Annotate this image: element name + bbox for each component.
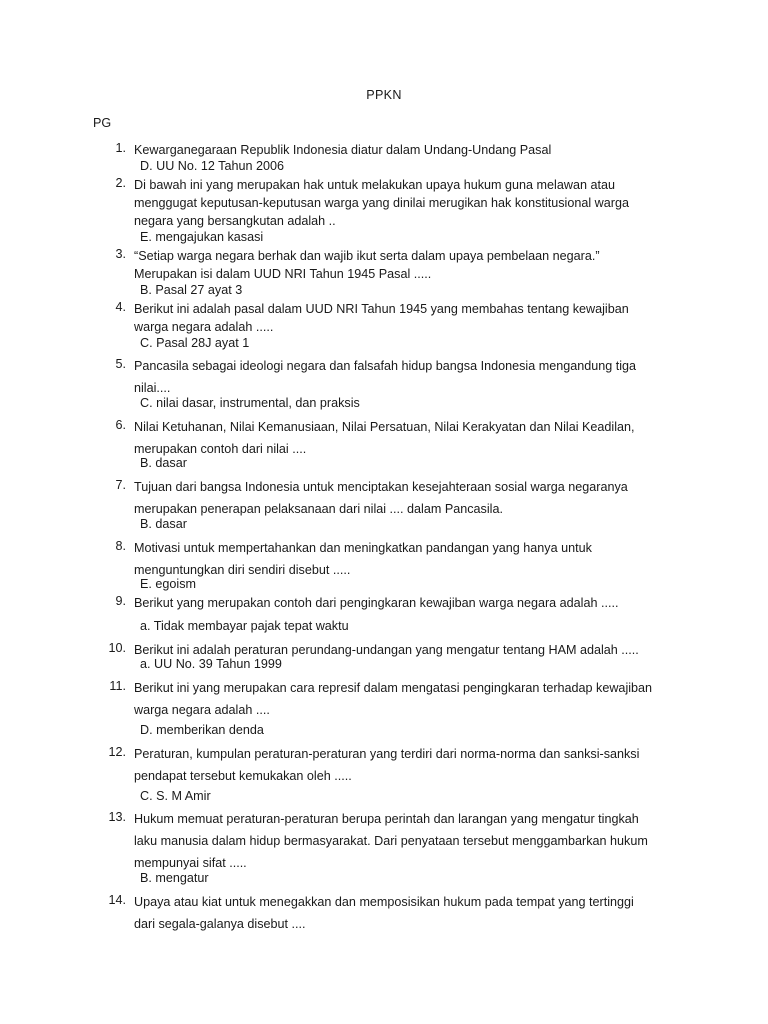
- answer-text: D. UU No. 12 Tahun 2006: [140, 159, 284, 173]
- answer-text: C. S. M Amir: [140, 789, 211, 803]
- question-text: Hukum memuat peraturan-peraturan berupa perintah dan larangan yang mengatur tingkah laku manusia dalam hidup bermasyarakat. Dari penyataan tersebut menggambarkan hukum mempunyai sifat .....: [134, 812, 648, 870]
- question-text: Upaya atau kiat untuk menegakkan dan memposisikan hukum pada tempat yang tertinggi dari segala-galanya disebut ....: [134, 895, 634, 931]
- question-text: Pancasila sebagai ideologi negara dan falsafah hidup bangsa Indonesia mengandung tiga nilai....: [134, 359, 637, 395]
- answer-text: D. memberikan denda: [140, 723, 264, 737]
- answer-text: a. Tidak membayar pajak tepat waktu: [140, 619, 349, 633]
- question-text: Di bawah ini yang merupakan hak untuk melakukan upaya hukum guna melawan atau menggugat keputusan-keputusan warga yang dinilai merugikan hak konstitusional warga negara yang bersangkutan adalah ..: [134, 178, 629, 228]
- question-number: 14.: [108, 893, 126, 907]
- section-label: PG: [93, 116, 112, 130]
- question-text: “Setiap warga negara berhak dan wajib ikut serta dalam upaya pembelaan negara.” Merupakan isi dalam UUD NRI Tahun 1945 Pasal .....: [134, 249, 600, 281]
- answer-text: E. egoism: [140, 577, 196, 591]
- question-text: Kewarganegaraan Republik Indonesia diatur dalam Undang-Undang Pasal: [134, 143, 552, 157]
- question-text: Berikut yang merupakan contoh dari pengingkaran kewajiban warga negara adalah .....: [134, 596, 619, 610]
- question-number: 12.: [108, 745, 126, 759]
- answer-text: B. Pasal 27 ayat 3: [140, 283, 243, 297]
- question-number: 9.: [115, 594, 126, 608]
- answer-text: C. nilai dasar, instrumental, dan praksis: [140, 396, 360, 410]
- question-number: 6.: [115, 418, 126, 432]
- answer-text: B. mengatur: [140, 871, 209, 885]
- question-text: Berikut ini yang merupakan cara represif dalam mengatasi pengingkaran terhadap kewajiban warga negara adalah ....: [134, 681, 653, 717]
- answer-text: C. Pasal 28J ayat 1: [140, 336, 250, 350]
- question-text: Nilai Ketuhanan, Nilai Kemanusiaan, Nilai Persatuan, Nilai Kerakyatan dan Nilai Keadilan, merupakan contoh dari nilai ....: [134, 420, 635, 456]
- question-text: Peraturan, kumpulan peraturan-peraturan yang terdiri dari norma-norma dan sanksi-sanksi pendapat tersebut kemukakan oleh .....: [134, 747, 640, 783]
- question-number: 11.: [109, 679, 126, 693]
- question-number: 2.: [115, 176, 126, 190]
- question-number: 1.: [115, 141, 126, 155]
- question-text: Tujuan dari bangsa Indonesia untuk menciptakan kesejahteraan sosial warga negaranya merupakan penerapan pelaksanaan dari nilai .... dalam Pancasila.: [134, 480, 628, 516]
- answer-text: a. UU No. 39 Tahun 1999: [140, 657, 282, 671]
- question-text: Berikut ini adalah pasal dalam UUD NRI Tahun 1945 yang membahas tentang kewajiban warga negara adalah .....: [134, 302, 629, 334]
- question-number: 5.: [115, 357, 126, 371]
- answer-text: B. dasar: [140, 517, 187, 531]
- answer-text: B. dasar: [140, 456, 187, 470]
- question-text: Berikut ini adalah peraturan perundang-undangan yang mengatur tentang HAM adalah .....: [134, 643, 639, 657]
- question-number: 13.: [108, 810, 126, 824]
- question-number: 8.: [115, 539, 126, 553]
- question-number: 7.: [115, 478, 126, 492]
- question-number: 3.: [115, 247, 126, 261]
- answer-text: E. mengajukan kasasi: [140, 230, 264, 244]
- question-number: 10.: [108, 641, 126, 655]
- document-title: PPKN: [366, 88, 402, 102]
- question-number: 4.: [115, 300, 126, 314]
- question-text: Motivasi untuk mempertahankan dan meningkatkan pandangan yang hanya untuk menguntungkan diri sendiri disebut .....: [134, 541, 592, 577]
